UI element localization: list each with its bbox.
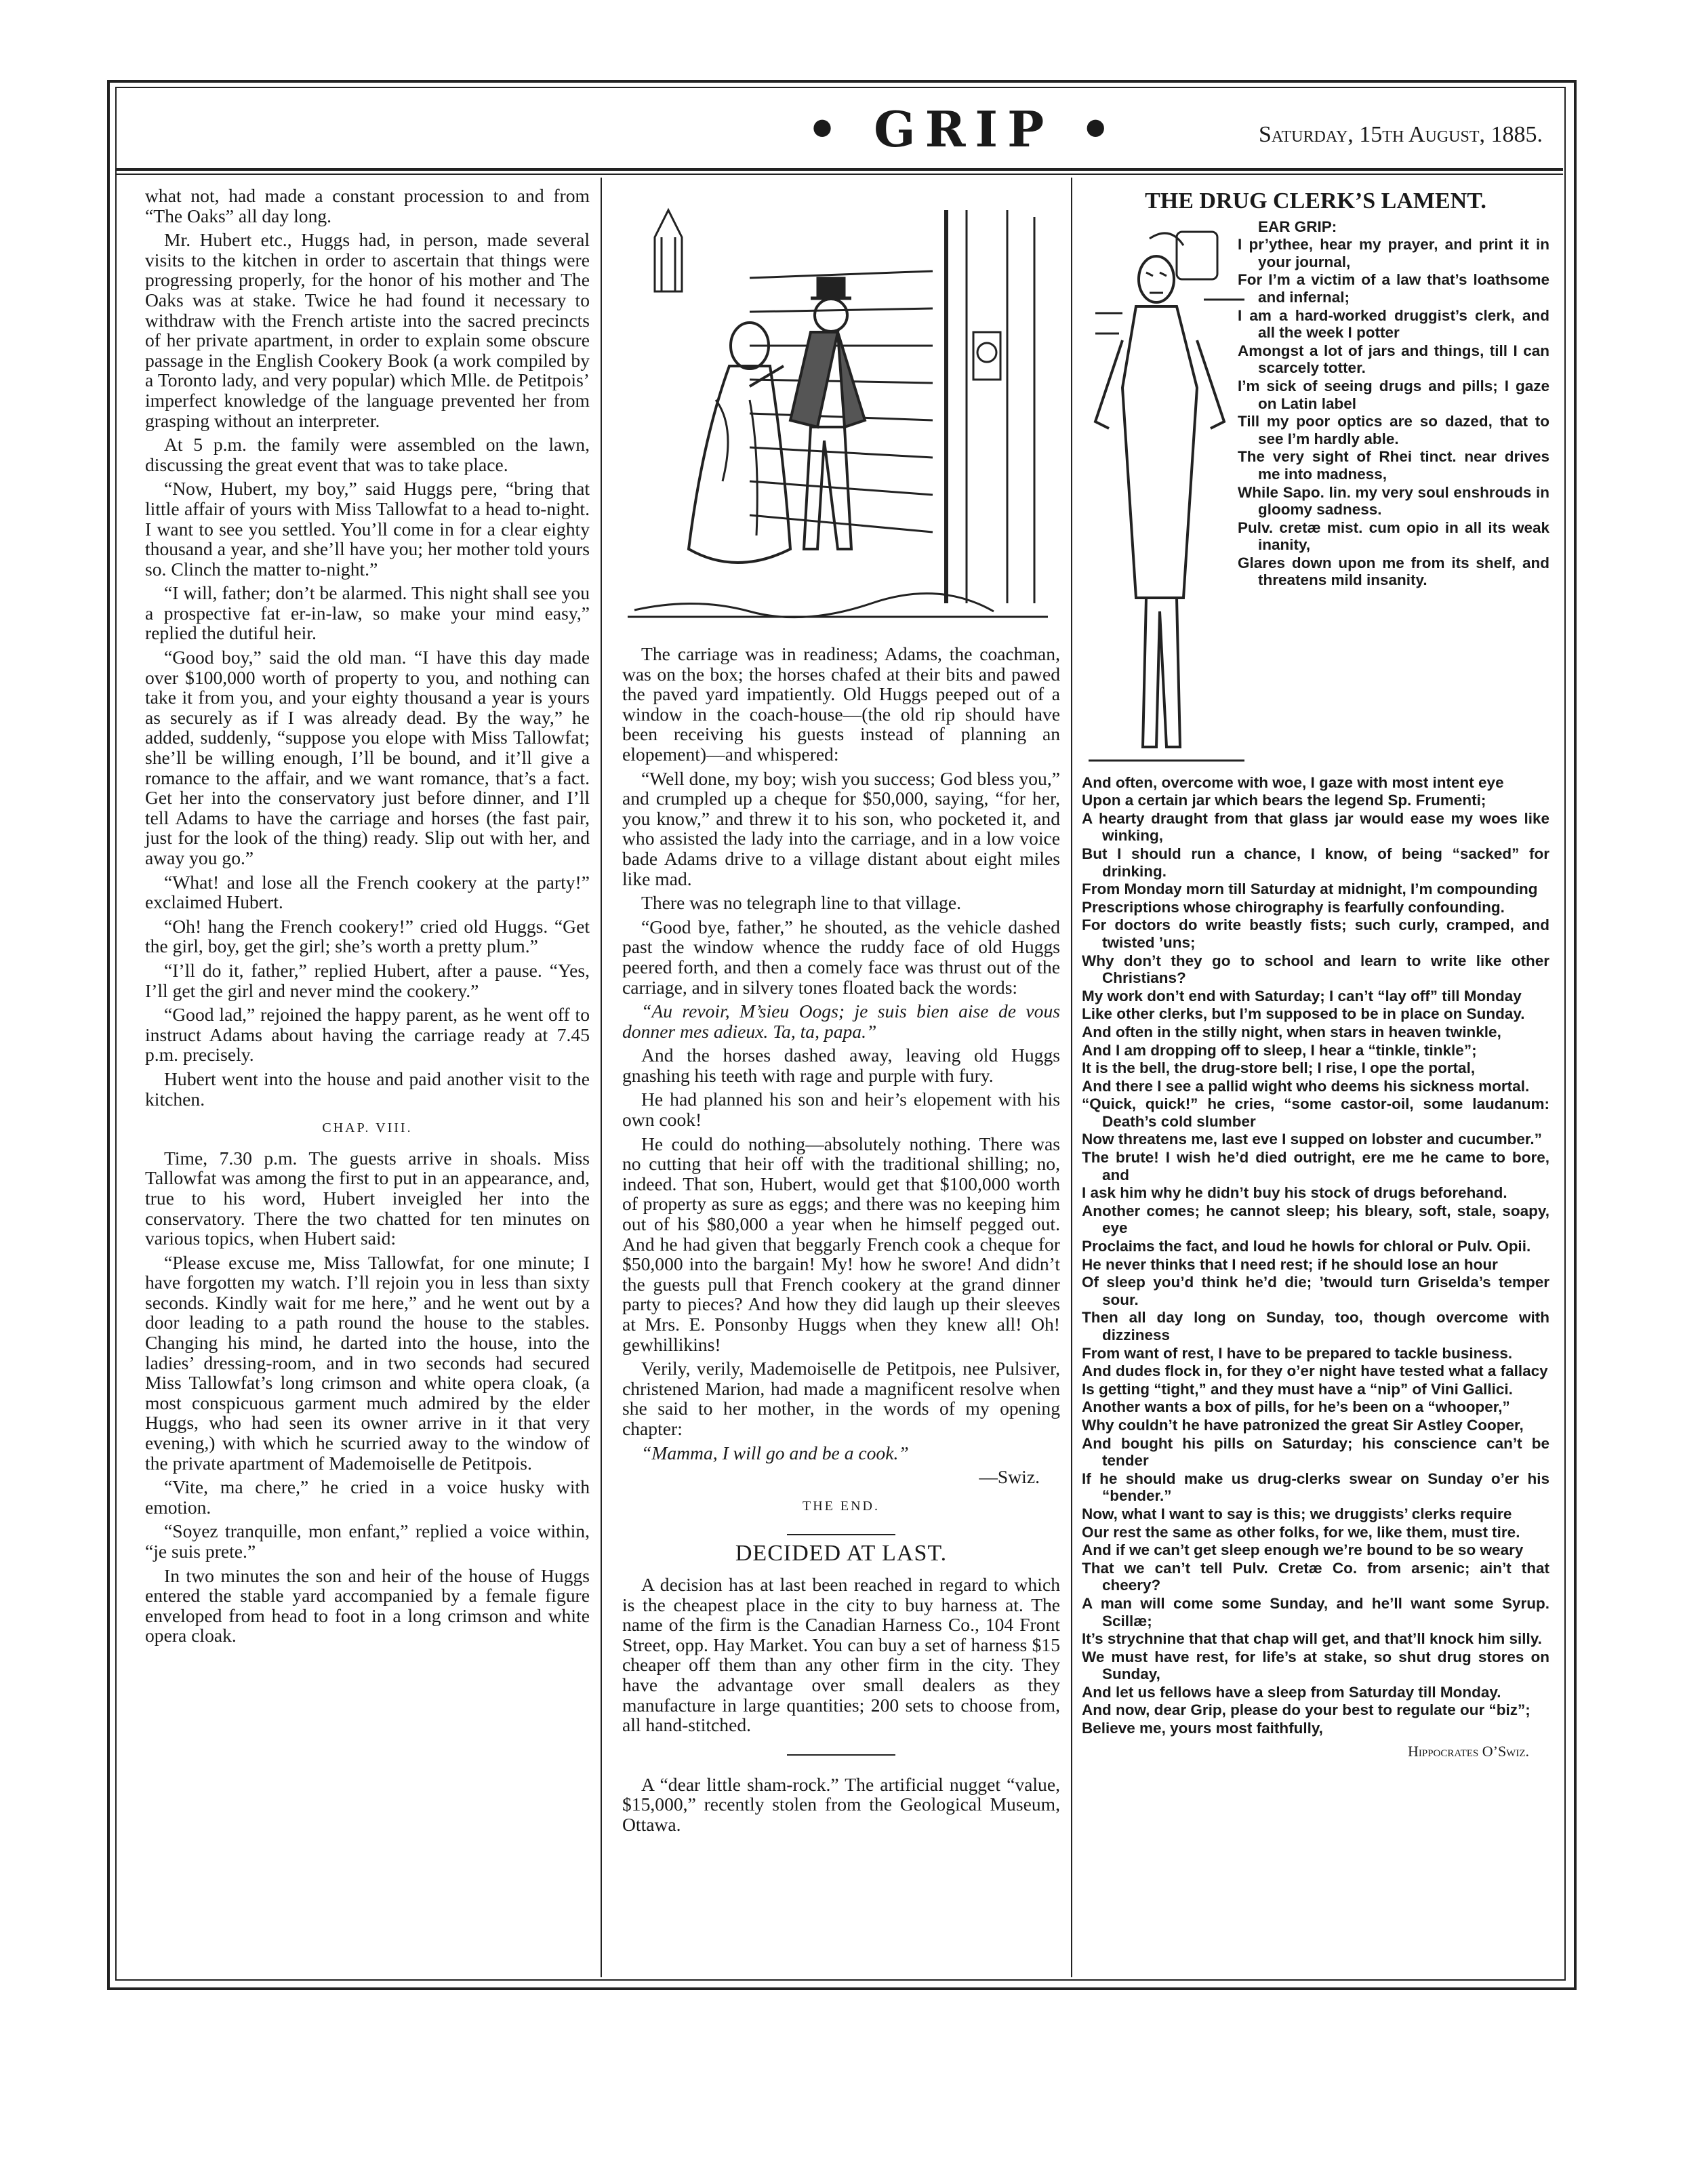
poem-line: And dudes flock in, for they o’er night have tested what a fallacy [1082, 1362, 1548, 1380]
paragraph: “Oh! hang the French cookery!” cried old Huggs. “Get the girl, boy, get the girl; she’s worth a pretty plum.” [145, 915, 590, 957]
poem-line: Now, what I want to say is this; we druggists’ clerks require [1082, 1505, 1512, 1522]
poem-line: And there I see a pallid wight who deems his sickness mortal. [1082, 1077, 1530, 1095]
poem-line: Like other clerks, but I’m supposed to be in place on Sunday. [1082, 1005, 1525, 1023]
paragraph: “Mamma, I will go and be a cook.” [641, 1442, 909, 1463]
poem-line: Proclaims the fact, and loud he howls for chloral or Pulv. Opii. [1082, 1238, 1531, 1255]
poem-line: And I am dropping off to sleep, I hear a “tinkle, tinkle”; [1082, 1041, 1477, 1059]
paragraph: Time, 7.30 p.m. The guests arrive in shoals. Miss Tallowfat was among the first to put in an appearance, and, true to his word, Hubert inveigled her into the conservatory. There the two chatted for ten minutes on various topics, when Hubert said: [145, 1147, 590, 1249]
poem-line: I am a hard-worked druggist’s clerk, and all the week I potter [1238, 306, 1549, 342]
paragraph: “Well done, my boy; wish you success; God bless you,” and crumpled up a cheque for $50,000, saying, “for her, you know,” and threw it to his son, who pocketed it, and who assisted the lady into the carriage, and in a low voice bade Adams drive to a village distant about eight miles like mad. [622, 767, 1060, 889]
paragraph: “Good lad,” rejoined the happy parent, as he went off to instruct Adams about having the carriage ready at 7.45 p.m. precisely. [145, 1004, 590, 1066]
paragraph: “Please excuse me, Miss Tallowfat, for one minute; I have forgotten my watch. I’ll rejoin you in less than sixty seconds. Kindly wait for me here,” and he went out by a door leading to a path round the house to the stables. Changing his mind, he darted into the house, into the ladies’ dressing-room, and in two seconds had secured Miss Tallowfat’s long crimson and white opera cloak, (a most conspicuous garment much admired by the elder Huggs, who had seen its owner arrive in it that very evening,) with which he scurried away to the window of the private apartment of Mademoiselle de Petitpois. [145, 1251, 590, 1474]
drug-clerk-illustration [1082, 218, 1251, 774]
poem-line: I ask him why he didn’t buy his stock of drugs beforehand. [1082, 1184, 1507, 1202]
poem-line: For doctors do write beastly fists; such curly, cramped, and twisted ’uns; [1082, 916, 1549, 951]
paragraph: And the horses dashed away, leaving old Huggs gnashing his teeth with rage and purple with fury. [622, 1045, 1060, 1086]
lament-title: THE DRUG CLERK’S LAMENT. [1145, 188, 1486, 214]
poem-line: The very sight of Rhei tinct. near drives me into madness, [1238, 448, 1549, 483]
masthead [115, 95, 1563, 163]
poem-line: And often, overcome with woe, I gaze with most intent eye [1082, 773, 1504, 791]
poem-line: He never thinks that I need rest; if he should lose an hour [1082, 1255, 1498, 1273]
poem-line: Another wants a box of pills, for he’s been on a “whooper,” [1082, 1398, 1510, 1416]
poem-line: “Quick, quick!” he cries, “some castor-oil, some laudanum: Death’s cold slumber [1082, 1095, 1549, 1130]
paragraph: There was no telegraph line to that village. [641, 892, 961, 914]
poem-line: For I’m a victim of a law that’s loathsome and infernal; [1238, 271, 1549, 306]
poem-line: Now threatens me, last eve I supped on lobster and cucumber.” [1082, 1131, 1542, 1148]
poem-line: Of sleep you’d think he’d die; ’twould turn Griselda’s temper sour. [1082, 1274, 1549, 1308]
column-3 [1082, 186, 1549, 1761]
paragraph: “I’ll do it, father,” replied Hubert, after a pause. “Yes, I’ll get the girl and never mind the cookery.” [145, 959, 590, 1001]
masthead-rule-thin [115, 174, 1563, 175]
poem-line: And now, dear Grip, please do your best to regulate our “biz”; [1082, 1701, 1530, 1719]
masthead-rule [115, 168, 1563, 171]
masthead-date: Saturday, 15th August, 1885. [1258, 122, 1543, 147]
poem-line: Upon a certain jar which bears the legend Sp. Frumenti; [1082, 792, 1486, 809]
poem-line: Why don’t they go to school and learn to write like other Christians? [1082, 952, 1549, 987]
poem-line: Till my poor optics are so dazed, that to see I’m hardly able. [1238, 413, 1549, 447]
poem-line: Why couldn’t he have patronized the great Sir Astley Cooper, [1082, 1416, 1524, 1434]
poem-line: A hearty draught from that glass jar would ease my woes like winking, [1082, 809, 1549, 845]
poem-line: While Sapo. lin. my very soul enshrouds in gloomy sadness. [1238, 483, 1549, 519]
poem-line: But I should run a chance, I know, of being “sacked” for drinking. [1082, 845, 1549, 880]
poem-line: And often in the stilly night, when stars in heaven twinkle, [1082, 1023, 1501, 1040]
poem-line: Is getting “tight,” and they must have a “nip” of Vini Gallici. [1082, 1380, 1513, 1398]
chapter-heading: CHAP. VIII. [322, 1120, 413, 1136]
poem-line: Glares down upon me from its shelf, and threatens mild insanity. [1238, 554, 1549, 589]
paragraph: “What! and lose all the French cookery at the party!” exclaimed Hubert. [145, 871, 590, 913]
poem-line: From want of rest, I have to be prepared to tackle business. [1082, 1344, 1513, 1362]
paragraph: Verily, verily, Mademoiselle de Petitpois, nee Pulsiver, christened Marion, had made a magnificent resolve when she said to her mother, in the words of my opening chapter: [622, 1358, 1060, 1439]
poem-line: I’m sick of seeing drugs and pills; I gaze on Latin label [1238, 377, 1549, 412]
poem-line: It’s strychnine that that chap will get, and that’ll knock him silly. [1082, 1630, 1542, 1648]
paragraph: At 5 p.m. the family were assembled on the lawn, discussing the great event that was to take place. [145, 434, 590, 475]
poem-line: Pulv. cretæ mist. cum opio in all its weak inanity, [1238, 519, 1549, 554]
column-2 [622, 644, 1060, 1838]
advertisement-text: A decision has at last been reached in regard to which is the cheapest place in the city to buy harness at. The name of the firm is the Canadian Harness Co., 104 Front Street, opp. Hay Market. You can buy a set of harness $15 cheaper off them than any other firm in the city. They have the advantage over small dealers as they manufacture in large quantities; 200 sets to choose from, all hand-stitched. [622, 1573, 1060, 1736]
poem-line: Amongst a lot of jars and things, till I can scarcely totter. [1238, 342, 1549, 377]
poem-opening: EAR GRIP: [1258, 218, 1337, 235]
poem-line: We must have rest, for life’s at stake, so shut drug stores on Sunday, [1082, 1648, 1549, 1683]
paragraph: Hubert went into the house and paid another visit to the kitchen. [145, 1068, 590, 1110]
poem-line: It is the bell, the drug-store bell; I rise, I ope the portal, [1082, 1059, 1476, 1077]
column-1 [145, 186, 590, 1650]
section-rule [787, 1754, 895, 1756]
column-divider-1 [601, 178, 602, 1977]
paragraph: “Au revoir, M’sieu Oogs; je suis bien aise de vous donner mes adieux. Ta, ta, papa.” [622, 1000, 1060, 1042]
end-marker: THE END. [803, 1498, 880, 1514]
paragraph: what not, had made a constant procession to and from “The Oaks” all day long. [145, 185, 590, 226]
poem-line: Another comes; he cannot sleep; his bleary, soft, stale, soapy, eye [1082, 1202, 1549, 1237]
paragraph: “Good bye, father,” he shouted, as the vehicle dashed past the window whence the ruddy face of old Huggs peered forth, and then a comely face was thrust out of the carriage, and in silvery tones floated back the words: [622, 916, 1060, 998]
poem-line: A man will come some Sunday, and he’ll want some Syrup. Scillæ; [1082, 1594, 1549, 1630]
poem-line: That we can’t tell Pulv. Cretæ Co. from arsenic; ain’t that cheery? [1082, 1559, 1549, 1594]
poem-line: If he should make us drug-clerks swear on Sunday o’er his “bender.” [1082, 1470, 1549, 1505]
paragraph: “I will, father; don’t be alarmed. This night shall see you a prospective fat er-in-law, so make your mind easy,” replied the dutiful heir. [145, 582, 590, 644]
elopement-illustration [614, 197, 1061, 630]
masthead-title: • GRIP • [807, 100, 1121, 158]
poem-line: The brute! I wish he’d died outright, ere me he came to bore, and [1082, 1149, 1549, 1184]
decided-at-last-heading: DECIDED AT LAST. [735, 1541, 948, 1566]
poem-line: And if we can’t get sleep enough we’re bound to be so weary [1082, 1541, 1524, 1559]
poem-line: My work don’t end with Saturday; I can’t “lay off” till Monday [1082, 987, 1522, 1005]
paragraph: He could do nothing—absolutely nothing. There was no cutting that heir off with the traditional shilling; no, indeed. That son, Hubert, would get that $100,000 worth of property as sure as eggs; and there was no keeping him out of his $80,000 a year when he himself pegged out. And he had given that beggarly French cook a cheque for $50,000 into the bargain! My! how he swore! And didn’t the guests pull that French cookery at the grand dinner party to pieces? And how they did laugh up their sleeves at Mrs. E. Ponsonby Huggs when they knew all! Oh! gewhillikins! [622, 1133, 1060, 1355]
poem-signature: Hippocrates O’Swiz. [1407, 1742, 1529, 1760]
paragraph: In two minutes the son and heir of the house of Huggs entered the stable yard accompanied by a female figure enveloped from head to foot in a long crimson and white opera cloak. [145, 1564, 590, 1646]
poem-line: From Monday morn till Saturday at midnight, I’m compounding [1082, 881, 1538, 898]
paragraph: He had planned his son and heir’s elopement with his own cook! [622, 1089, 1060, 1131]
poem-line: Then all day long on Sunday, too, though overcome with dizziness [1082, 1309, 1549, 1343]
paragraph: The carriage was in readiness; Adams, the coachman, was on the box; the horses chafed at their bits and pawed the paved yard impatiently. Old Huggs peeped out of a window in the coach-house—(the old rip should have been receiving his guests instead of planning an elopement)—and whispered: [622, 643, 1060, 765]
poem-line: And bought his pills on Saturday; his conscience can’t be tender [1082, 1434, 1549, 1470]
poem-line: Our rest the same as other folks, for we, like them, must tire. [1082, 1523, 1520, 1541]
poem-line: Believe me, yours most faithfully, [1082, 1720, 1323, 1737]
shamrock-item: A “dear little sham-rock.” The artificial nugget “value, $15,000,” recently stolen from the Geological Museum, Ottawa. [622, 1773, 1060, 1835]
section-rule [787, 1534, 895, 1535]
paragraph: Mr. Hubert etc., Huggs had, in person, made several visits to the kitchen in order to ascertain that things were progressing properly, for the honor of his mother and The Oaks was at stake. Twice he had found it necessary to withdraw with the French artiste into the sacred precincts of her private apartment, in order to explain some obscure passage in the English Cookery Book (a work compiled by a Toronto lady, and very popular) which Mlle. de Petitpois’ imperfect knowledge of the language prevented her from grasping without an interpreter. [145, 229, 590, 431]
poem-line: And let us fellows have a sleep from Saturday till Monday. [1082, 1683, 1501, 1701]
poem-line: I pr’ythee, hear my prayer, and print it in your journal, [1238, 236, 1549, 270]
paragraph: “Soyez tranquille, mon enfant,” replied a voice within, “je suis prete.” [145, 1520, 590, 1562]
column-divider-2 [1071, 178, 1072, 1977]
poem-line: Prescriptions whose chirography is fearfully confounding. [1082, 898, 1505, 916]
paragraph: “Now, Hubert, my boy,” said Huggs pere, “bring that little affair of yours with Miss Tallowfat to a head to-night. I want to see you settled. You’ll come in for a clear eighty thousand a year, and she’ll have you; her mother told yours so. Clinch the matter to-night.” [145, 478, 590, 580]
paragraph: “Vite, ma chere,” he cried in a voice husky with emotion. [145, 1476, 590, 1518]
paragraph: “Good boy,” said the old man. “I have this day made over $100,000 worth of property to you, and nothing can take it from you, and your eighty thousand a year is yours as securely as if I was already dead. By the way,” he added, suddenly, “suppose you elope with Miss Tallowfat; she’ll be willing enough, I’ll be bound, and it’ll give a romance to the affair, and we want romance, that’s a fact. Get her into the conservatory just before dinner, and I’ll tell Adams to have the carriage and horses (the fast pair, just for the look of the thing) ready. Slip out with her, and away you go.” [145, 647, 590, 868]
story-signoff: —Swiz. [979, 1466, 1040, 1488]
